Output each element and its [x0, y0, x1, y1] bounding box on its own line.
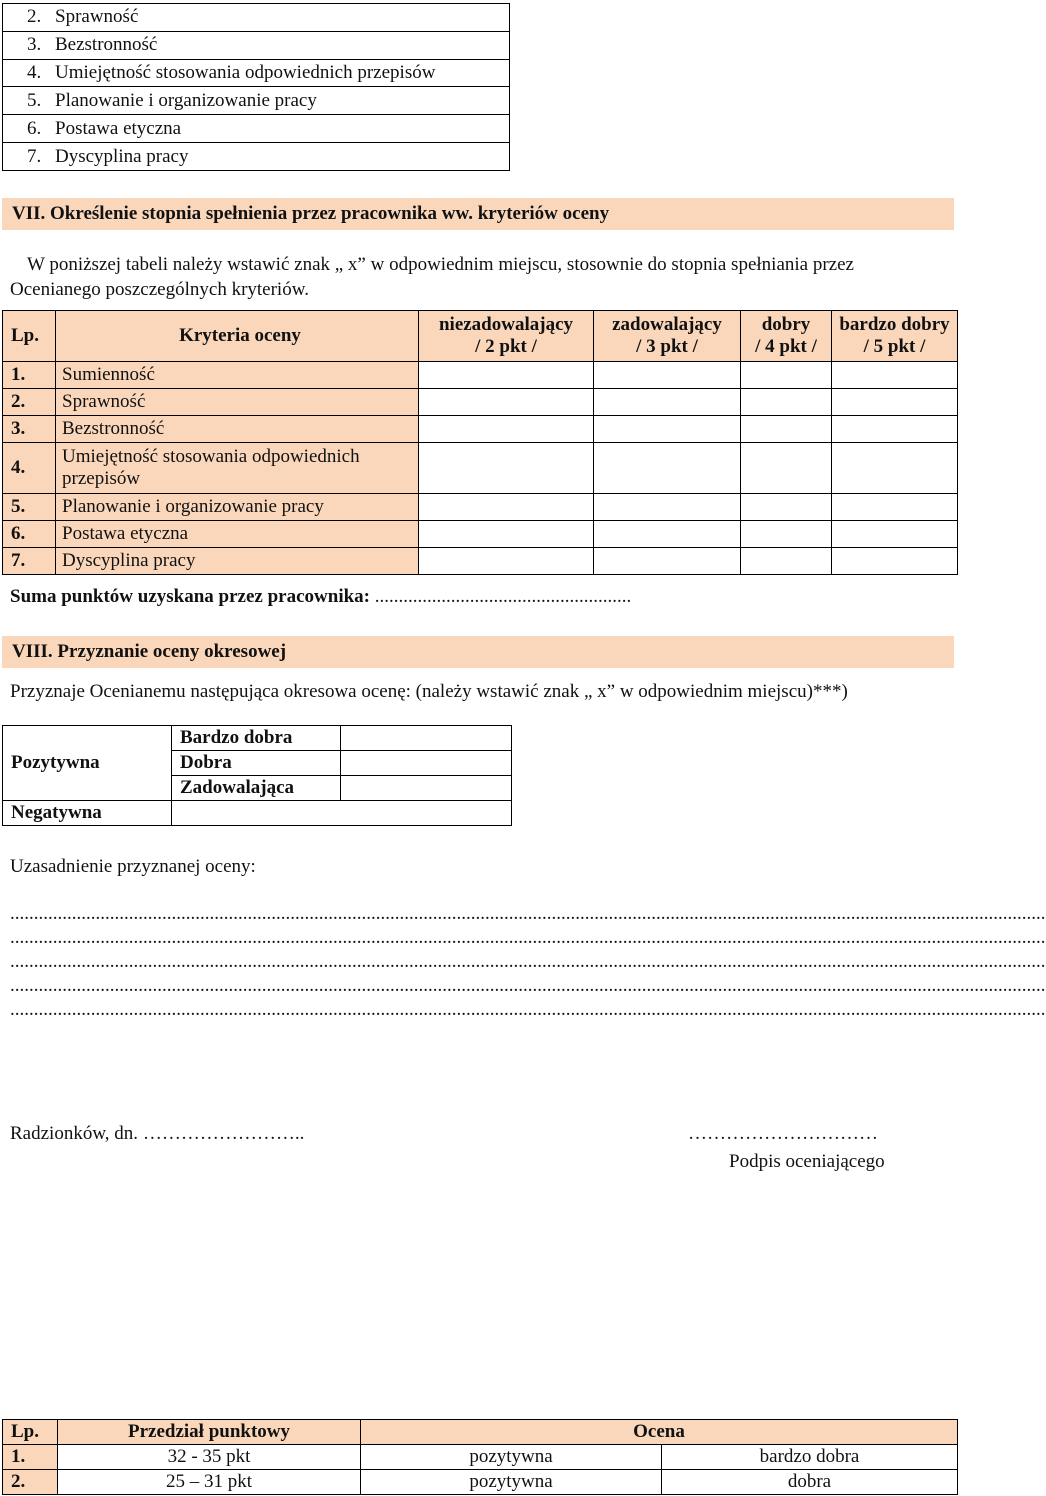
- header-label: dobry: [761, 314, 811, 335]
- rating-cell[interactable]: [594, 494, 741, 521]
- rating-cell[interactable]: [419, 416, 594, 443]
- list-item-label: Sprawność: [55, 6, 139, 28]
- header-satisfactory: [594, 311, 741, 362]
- table-row: [3, 416, 958, 443]
- rating-cell[interactable]: [832, 443, 958, 494]
- header-lp: Lp.: [3, 311, 56, 362]
- justification-line-2[interactable]: ..........................................................................................................................................................................................................................: [10, 927, 1046, 948]
- header-points: / 3 pkt /: [636, 336, 698, 357]
- list-item: [3, 143, 509, 171]
- section-7-heading: VII. Określenie stopnia spełnienia przez pracownika ww. kryteriów oceny: [2, 198, 954, 230]
- rating-cell[interactable]: [741, 494, 832, 521]
- rating-cell[interactable]: [594, 416, 741, 443]
- signature-label: Podpis oceniającego: [729, 1151, 885, 1172]
- rating-cell[interactable]: [419, 521, 594, 548]
- row-criterion: Postawa etyczna: [56, 521, 419, 548]
- section-8-instruction: Przyznaje Ocenianemu następująca okresowa ocenę: (należy wstawić znak „ x” w odpowiednim miejscu)***): [10, 681, 848, 702]
- rating-cell[interactable]: [741, 548, 832, 575]
- grade-option-good: Dobra: [172, 751, 341, 776]
- rating-cell[interactable]: [741, 416, 832, 443]
- row-number: 6.: [3, 521, 56, 548]
- justification-label: Uzasadnienie przyznanej oceny:: [10, 856, 256, 877]
- rating-cell[interactable]: [594, 521, 741, 548]
- justification-line-5[interactable]: ..........................................................................................................................................................................................................................: [10, 999, 1046, 1020]
- rating-cell[interactable]: [832, 548, 958, 575]
- header-label: niezadowalający: [438, 314, 574, 335]
- positive-label: Pozytywna: [3, 726, 172, 801]
- list-item: [3, 87, 509, 115]
- table-row: [3, 1445, 958, 1470]
- list-item-label: Umiejętność stosowania odpowiednich przepisów: [55, 61, 436, 83]
- table-header-row: [3, 311, 958, 362]
- row-range: 32 - 35 pkt: [58, 1445, 361, 1470]
- place-date: [10, 1123, 304, 1145]
- points-sum-label: Suma punktów uzyskana przez pracownika:: [10, 586, 370, 607]
- list-item-number: 7.: [27, 145, 42, 167]
- list-item: [3, 32, 509, 60]
- justification-line-1[interactable]: ..........................................................................................................................................................................................................................: [10, 903, 1046, 924]
- list-item-label: Bezstronność: [55, 34, 158, 56]
- rating-cell[interactable]: [594, 548, 741, 575]
- header-label: bardzo dobry: [839, 314, 950, 335]
- header-good: [741, 311, 832, 362]
- row-criterion: Planowanie i organizowanie pracy: [56, 494, 419, 521]
- list-item: [3, 115, 509, 143]
- header-range: Przedział punktowy: [58, 1420, 361, 1445]
- rating-cell[interactable]: [741, 362, 832, 389]
- score-scale-table: [2, 1419, 958, 1495]
- list-item-number: 4.: [27, 61, 42, 83]
- grade-option-satisfactory: Zadowalająca: [172, 776, 341, 801]
- table-row: [3, 443, 958, 494]
- rating-cell[interactable]: [832, 362, 958, 389]
- rating-cell[interactable]: [741, 389, 832, 416]
- negative-label: Negatywna: [3, 801, 172, 826]
- rating-cell[interactable]: [594, 362, 741, 389]
- rating-cell[interactable]: [419, 389, 594, 416]
- points-sum-field[interactable]: ......................................................: [374, 586, 632, 607]
- header-very-good: [832, 311, 958, 362]
- rating-cell[interactable]: [741, 443, 832, 494]
- justification-line-4[interactable]: ..........................................................................................................................................................................................................................: [10, 975, 1046, 996]
- table-row: [3, 1470, 958, 1495]
- row-criterion: Umiejętność stosowania odpowiednich przepisów: [56, 443, 419, 494]
- list-item-label: Dyscyplina pracy: [55, 145, 189, 167]
- row-criterion: Bezstronność: [56, 416, 419, 443]
- section-7-instruction-line2: Ocenianego poszczególnych kryteriów.: [10, 279, 309, 300]
- table-row: [3, 362, 958, 389]
- grade-checkbox-good[interactable]: [341, 751, 512, 776]
- criteria-list-box: [2, 3, 510, 171]
- row-number: 1.: [3, 362, 56, 389]
- row-number: 5.: [3, 494, 56, 521]
- points-sum: [10, 586, 631, 608]
- date-field[interactable]: ……………………..: [142, 1123, 305, 1144]
- justification-line-3[interactable]: ..........................................................................................................................................................................................................................: [10, 951, 1046, 972]
- list-item-number: 5.: [27, 89, 42, 111]
- row-grade: bardzo dobra: [662, 1445, 958, 1470]
- section-8-heading: VIII. Przyznanie oceny okresowej: [2, 636, 954, 668]
- table-row: [3, 389, 958, 416]
- rating-cell[interactable]: [419, 362, 594, 389]
- row-number: 3.: [3, 416, 56, 443]
- list-item-number: 2.: [27, 6, 42, 28]
- header-criteria: Kryteria oceny: [56, 311, 419, 362]
- rating-cell[interactable]: [419, 443, 594, 494]
- table-row: [3, 494, 958, 521]
- section-7-instruction-line1: W poniższej tabeli należy wstawić znak „ x” w odpowiednim miejscu, stosownie do stopnia spełniania przez: [27, 254, 854, 275]
- row-criterion: Dyscyplina pracy: [56, 548, 419, 575]
- grade-selection-table: [2, 725, 512, 826]
- list-item: [3, 4, 509, 32]
- row-number: 7.: [3, 548, 56, 575]
- row-number: 2.: [3, 1470, 58, 1495]
- rating-cell[interactable]: [594, 443, 741, 494]
- header-unsatisfactory: [419, 311, 594, 362]
- grade-checkbox-satisfactory[interactable]: [341, 776, 512, 801]
- signature-line[interactable]: …………………………: [688, 1123, 878, 1144]
- list-item-number: 6.: [27, 117, 42, 139]
- row-range: 25 – 31 pkt: [58, 1470, 361, 1495]
- list-item-label: Postawa etyczna: [55, 117, 182, 139]
- criteria-rating-table: [2, 310, 958, 575]
- grade-option-very-good: Bardzo dobra: [172, 726, 341, 751]
- list-item-label: Planowanie i organizowanie pracy: [55, 89, 317, 111]
- rating-cell[interactable]: [832, 494, 958, 521]
- rating-cell[interactable]: [741, 521, 832, 548]
- header-points: / 2 pkt /: [475, 336, 537, 357]
- table-header-row: [3, 1420, 958, 1445]
- grade-checkbox-very-good[interactable]: [341, 726, 512, 751]
- row-type: pozytywna: [361, 1470, 662, 1495]
- row-type: pozytywna: [361, 1445, 662, 1470]
- row-number: 4.: [3, 443, 56, 494]
- grade-checkbox-negative[interactable]: [172, 801, 512, 826]
- rating-cell[interactable]: [832, 521, 958, 548]
- list-item: [3, 60, 509, 88]
- header-grade: Ocena: [361, 1420, 958, 1445]
- row-number: 1.: [3, 1445, 58, 1470]
- row-grade: dobra: [662, 1470, 958, 1495]
- header-points: / 5 pkt /: [863, 336, 926, 357]
- table-row: [3, 548, 958, 575]
- header-points: / 4 pkt /: [755, 336, 817, 357]
- rating-cell[interactable]: [832, 416, 958, 443]
- rating-cell[interactable]: [419, 494, 594, 521]
- header-lp: Lp.: [3, 1420, 58, 1445]
- row-number: 2.: [3, 389, 56, 416]
- place-date-label: Radzionków, dn.: [10, 1123, 139, 1144]
- table-row: [3, 521, 958, 548]
- header-label: zadowalający: [612, 314, 722, 335]
- rating-cell[interactable]: [594, 389, 741, 416]
- rating-cell[interactable]: [419, 548, 594, 575]
- row-criterion: Sumienność: [56, 362, 419, 389]
- rating-cell[interactable]: [832, 389, 958, 416]
- list-item-number: 3.: [27, 34, 42, 56]
- row-criterion: Sprawność: [56, 389, 419, 416]
